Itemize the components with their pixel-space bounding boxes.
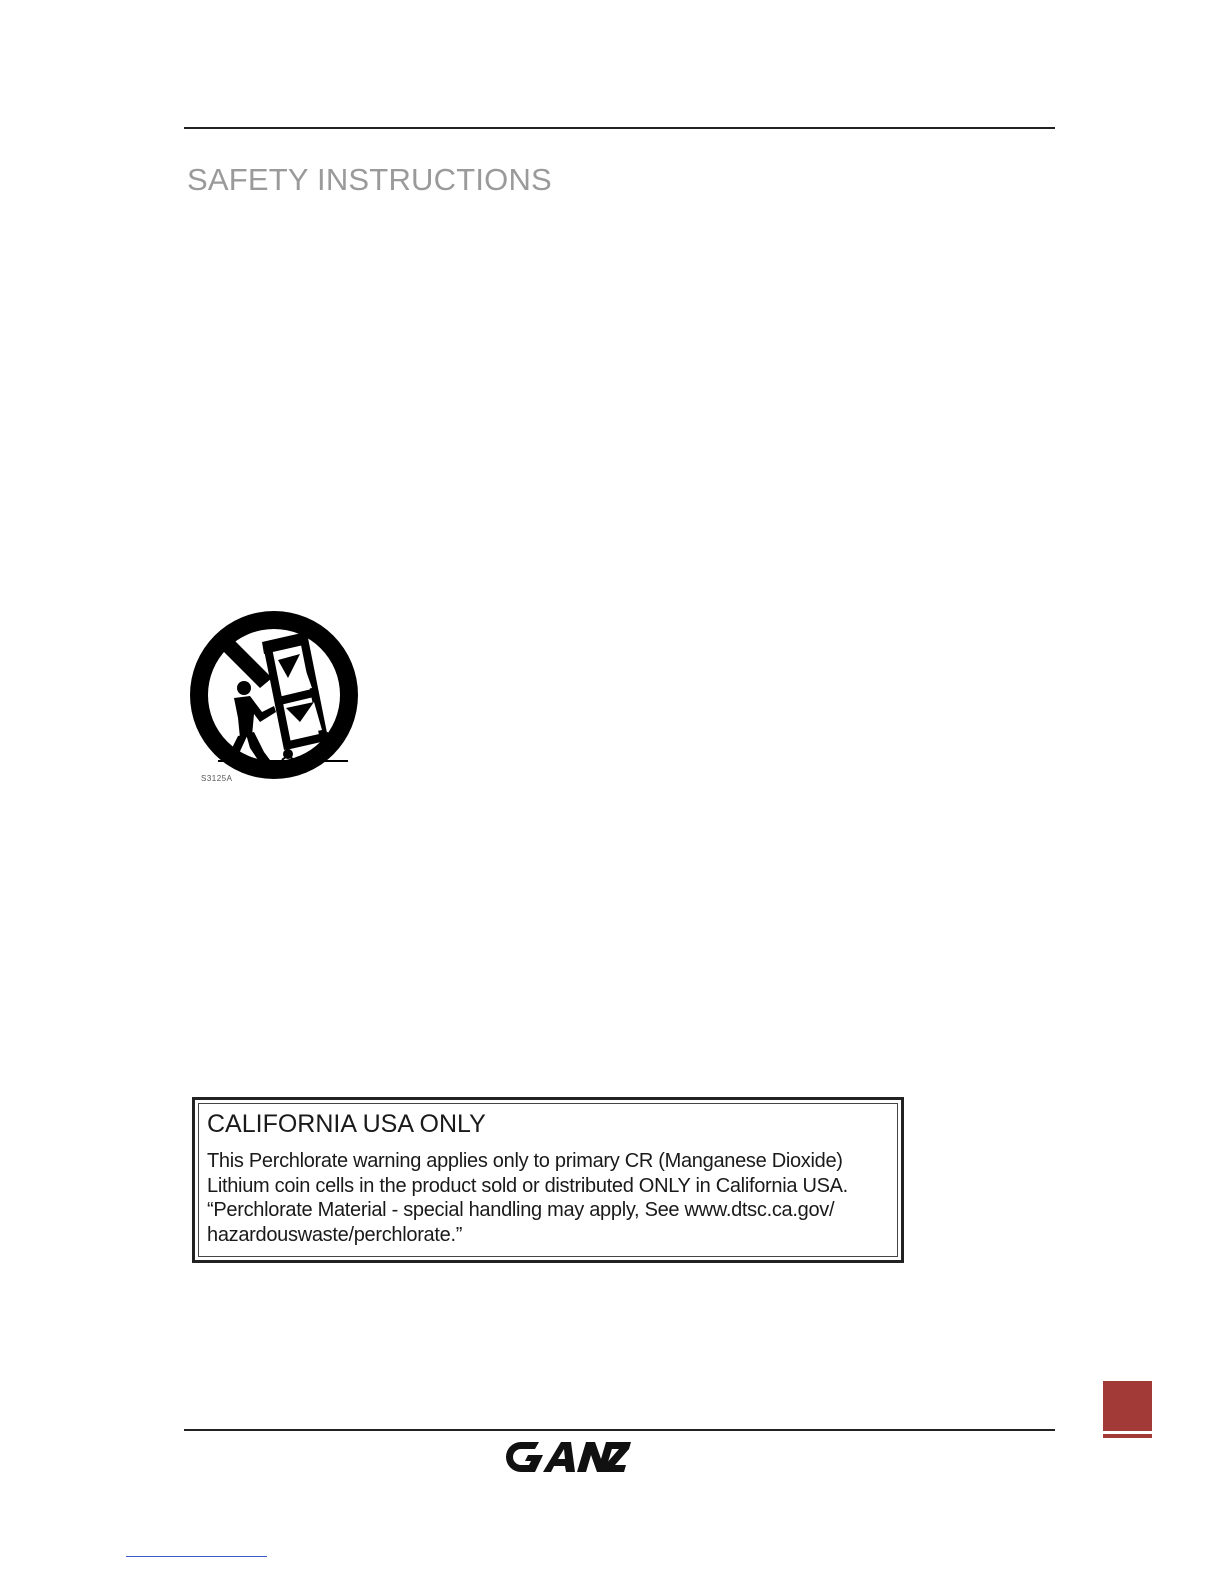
notice-line: Lithium coin cells in the product sold or distributed ONLY in California USA. bbox=[207, 1174, 848, 1197]
notice-line: hazardouswaste/perchlorate.” bbox=[207, 1223, 463, 1246]
notice-heading: CALIFORNIA USA ONLY bbox=[207, 1110, 486, 1138]
notice-line: “Perchlorate Material - special handling may apply, See www.dtsc.ca.gov/ bbox=[207, 1199, 835, 1221]
footer-rule bbox=[184, 1429, 1055, 1431]
ganz-logo bbox=[499, 1438, 631, 1476]
cart-warning-symbol bbox=[188, 610, 360, 786]
page-tab-underline bbox=[1103, 1434, 1152, 1438]
ganz-logo-mark bbox=[499, 1438, 631, 1476]
notice-line: This Perchlorate warning applies only to primary CR (Manganese Dioxide) bbox=[207, 1150, 843, 1172]
page-number-tab bbox=[1103, 1381, 1152, 1431]
cart-tip-over-warning-icon bbox=[188, 610, 360, 780]
notice-body bbox=[207, 1149, 848, 1247]
page-title: SAFETY INSTRUCTIONS bbox=[187, 162, 552, 197]
header-rule bbox=[184, 127, 1055, 129]
symbol-code: S3125A bbox=[201, 774, 233, 783]
california-perchlorate-notice bbox=[192, 1097, 904, 1263]
footer-link-underline bbox=[126, 1556, 267, 1557]
